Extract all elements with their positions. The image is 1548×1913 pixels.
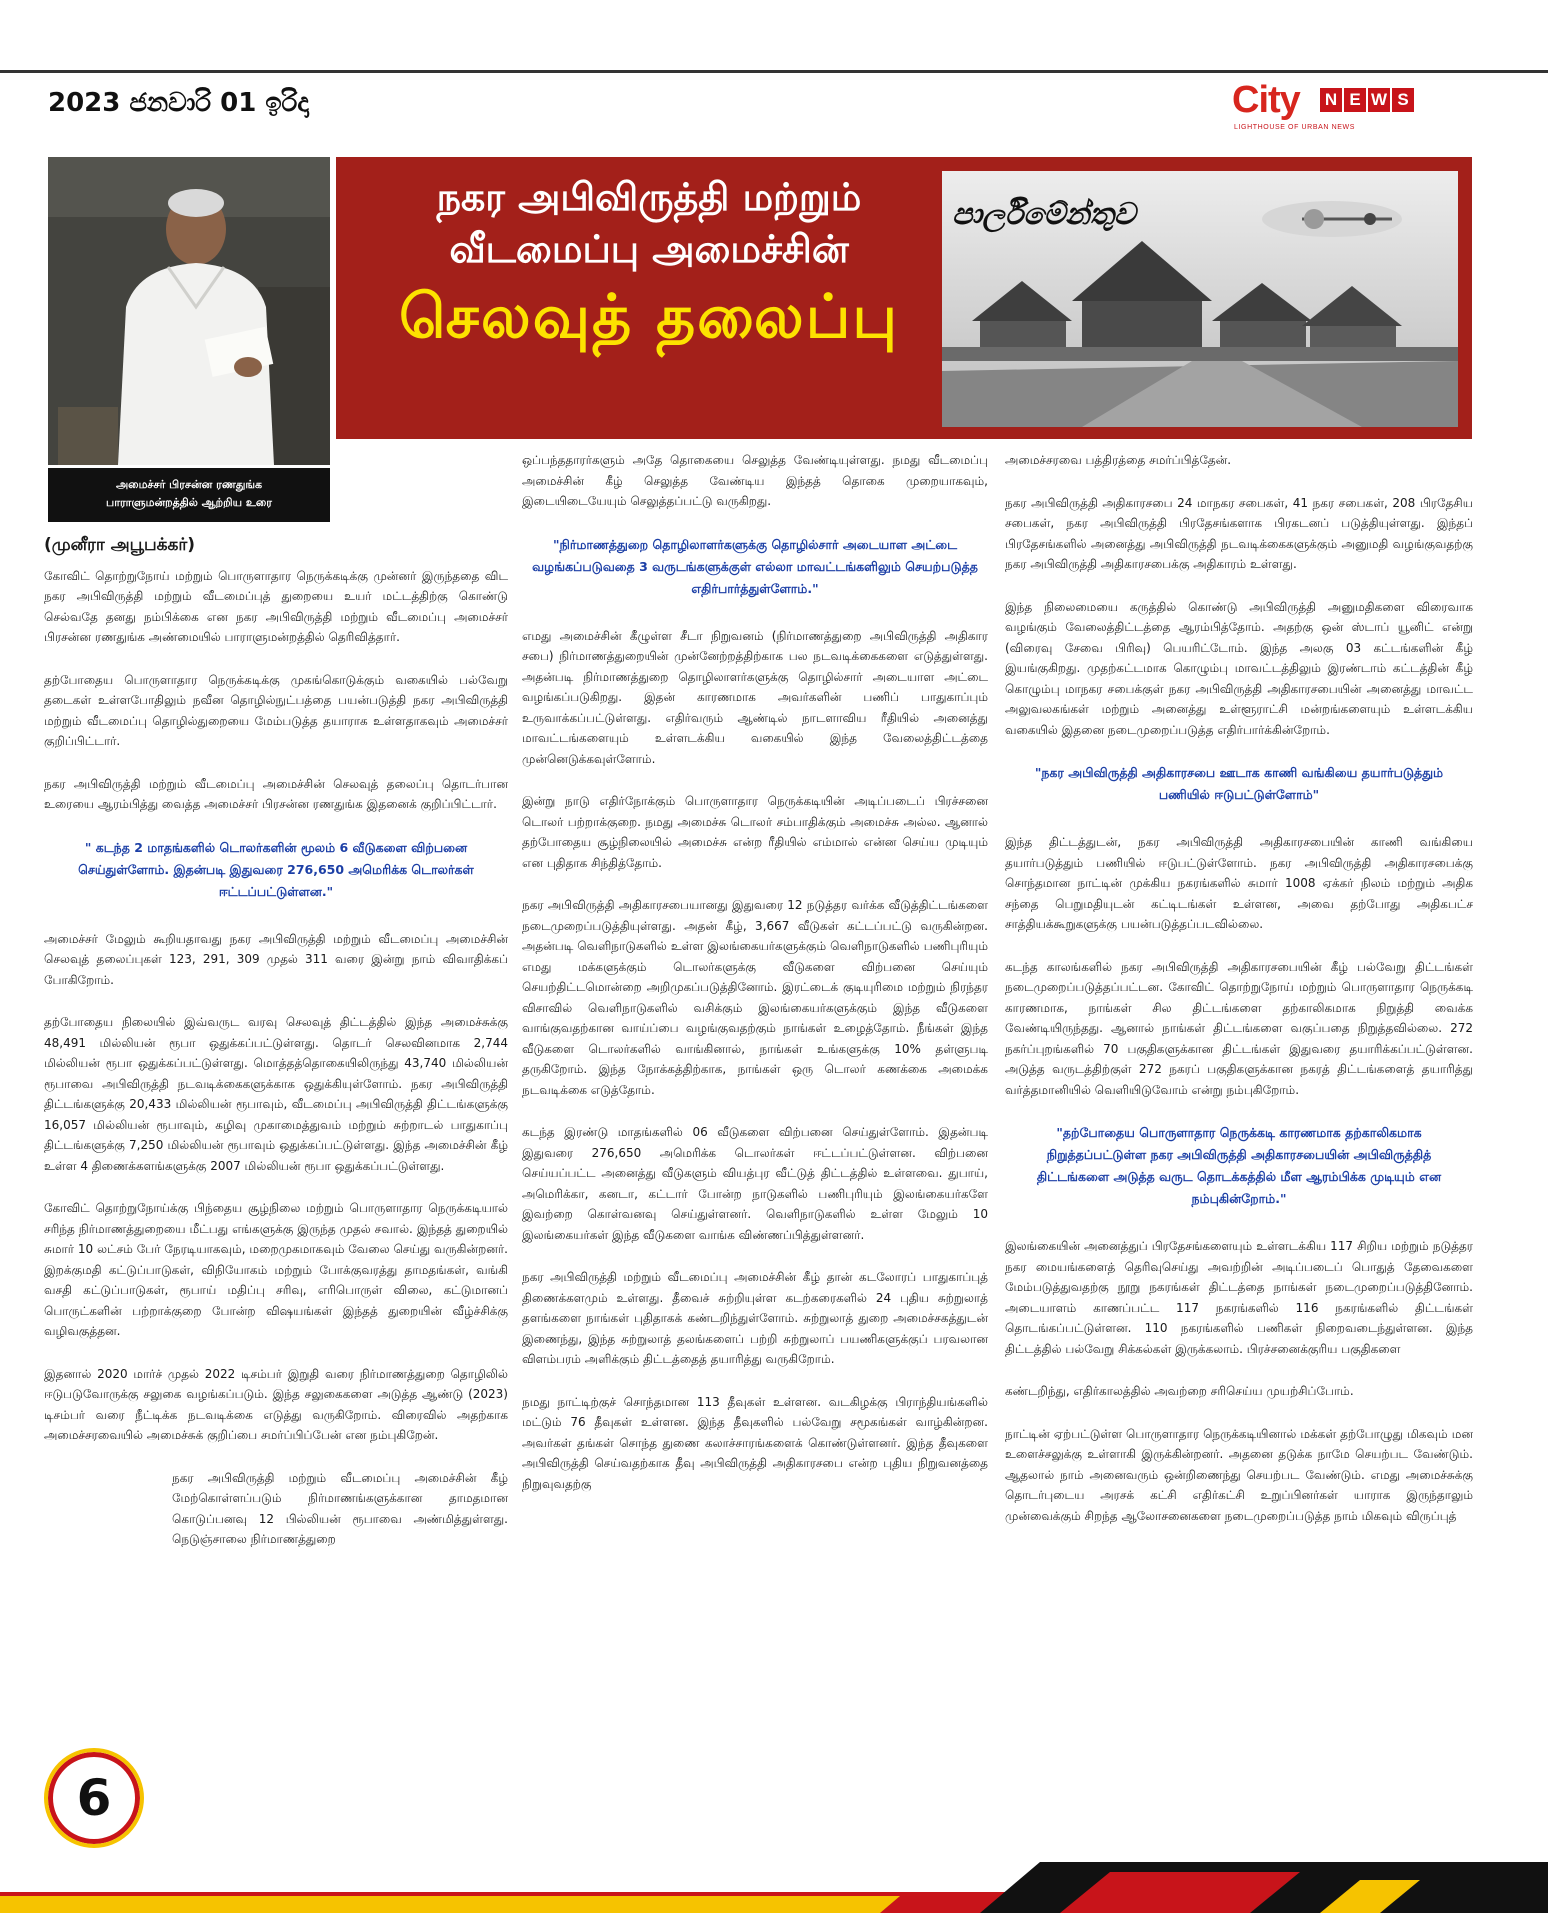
paragraph: இந்த திட்டத்துடன், நகர அபிவிருத்தி அதிகாரசபையின் காணி வங்கியை தயார்படுத்தும் பணியில் ஈடுபட்டுள்ளோம். நகர அபிவிருத்தி அதிகாரசபைக்கு சொந்தமான நாட்டின் முக்கிய நகரங்களில் சுமார் 1008 ஏக்கர் நிலம் மற்றும் அதிக சந்தை பெறுமதியுடன் கட்டிடங்கள் உள்ளன, அவை தற்போது அதிகபட்ச சாத்தியக்கூறுகளுக்கு பயன்படுத்தப்படவில்லை.	[1005, 835, 1473, 931]
paragraph: நகர அபிவிருத்தி அதிகாரசபையானது இதுவரை 12 நடுத்தர வர்க்க வீடுத்திட்டங்களை நடைமுறைப்படுத்தியுள்ளது. அதன் கீழ், 3,667 வீடுகள் கட்டப்பட்டு வருகின்றன. அதன்படி வெளிநாடுகளில் உள்ள இலங்கையர்களுக்கும் வெளிநாடுகளில் பணிபுரியும் எமது மக்களுக்கும் டொலர்களுக்கு வீடுகளை விற்பனை செய்யும் செயற்திட்டமொன்றை அறிமுகப்படுத்தினோம். இரட்டைக் குடியுரிமை மற்றும் நிரந்தர விசாவில் வெளிநாடுகளில் வசிக்கும் இலங்கையர்களுக்கும் இந்த வீடுகளை வாங்குவதற்கான வாய்ப்பை வழங்குவதற்கும் நாங்கள் உழைத்தோம். நீங்கள் இந்த வீடுகளை டொலர்களில் வாங்கினால், நாங்கள் உங்களுக்கு 10% தள்ளுபடி தருகிறோம். இந்த நோக்கத்திற்காக, நாங்கள் ஒரு டொலர் கணக்கை அமைக்க நடவடிக்கை எடுத்தோம்.	[522, 898, 988, 1097]
photo-caption	[48, 468, 330, 522]
article-column-2	[522, 450, 988, 1516]
pull-quote: " கடந்த 2 மாதங்களில் டொலர்களின் மூலம் 6 வீடுகளை விற்பனை செய்துள்ளோம். இதன்படி இதுவரை 276,650 அமெரிக்க டொலர்கள் ஈட்டப்பட்டுள்ளன."	[78, 839, 474, 899]
article-column-3	[1005, 450, 1473, 1548]
page-number: 6	[76, 1769, 112, 1827]
logo-letter: W	[1368, 88, 1390, 112]
logo-letter: E	[1344, 88, 1366, 112]
headline-banner	[336, 157, 1472, 439]
headline-line: வீடமைப்பு அமைச்சின்	[449, 227, 849, 271]
paragraph: தற்போதைய பொருளாதார நெருக்கடிக்கு முகங்கொடுக்கும் வகையில் பல்வேறு தடைகள் உள்ளபோதிலும் நவீன தொழில்நுட்பத்தை பயன்படுத்தி நகர அபிவிருத்தி மற்றும் வீடமைப்பு தொழில்துறையை மேம்படுத்த தயாராக உள்ளதாகவும் அமைச்சர் குறிப்பிட்டார்.	[44, 672, 508, 748]
logo-city-word: City	[1232, 79, 1300, 121]
paragraph: நகர அபிவிருத்தி மற்றும் வீடமைப்பு அமைச்சின் செலவுத் தலைப்பு தொடர்பான உரையை ஆரம்பித்து வைத்த அமைச்சர் பிரசன்ன ரணதுங்க இதனைக் குறிப்பிட்டார்.	[44, 776, 508, 811]
pull-quote: "நகர அபிவிருத்தி அதிகாரசபை ஊடாக காணி வங்கியை தயார்படுத்தும் பணியில் ஈடுபட்டுள்ளோம்"	[1034, 765, 1444, 802]
minister-photo	[48, 157, 330, 465]
paragraph: தற்போதைய நிலையில் இவ்வருட வரவு செலவுத் திட்டத்தில் இந்த அமைச்சுக்கு 48,491 மில்லியன் ரூபா ஒதுக்கப்பட்டுள்ளது. தொடர் செலவினமாக 2,744 மில்லியன் ரூபா ஒதுக்கப்பட்டுள்ளது. மொத்தத்தொகையிலிருந்து 43,740 மில்லியன் ரூபாவை அபிவிருத்தி நடவடிக்கைகளுக்காக ஒதுக்கியுள்ளோம். நகர அபிவிருத்தி திட்டங்களுக்கு 20,433 மில்லியன் ரூபாவும், வீடமைப்பு அபிவிருத்தி திட்டங்களுக்கு 16,057 மில்லியன் ரூபாவும், கழிவு முகாமைத்துவம் மற்றும் சுற்றாடல் பாதுகாப்பு திட்டங்களுக்கு 7,250 மில்லியன் ரூபாவும் ஒதுக்கப்பட்டுள்ளது. இந்த அமைச்சின் கீழ் உள்ள 4 திணைக்களங்களுக்கு 2007 மில்லியன் ரூபா ஒதுக்கப்பட்டுள்ளது.	[44, 1015, 508, 1173]
paragraph: கடந்த இரண்டு மாதங்களில் 06 வீடுகளை விற்பனை செய்துள்ளோம். இதன்படி இதுவரை 276,650 அமெரிக்க டொலர்கள் ஈட்டப்பட்டுள்ளன. விற்பனை செய்யப்பட்ட அனைத்து வீடுகளும் வியத்புர வீட்டுத் திட்டத்தில் உள்ளவை. துபாய், அமெரிக்கா, கனடா, கட்டார் போன்ற நாடுகளில் பணிபுரியும் இலங்கையர்களே இவற்றை கொள்வனவு செய்துள்ளனர். வெளிநாடுகளில் உள்ள மேலும் 10 இலங்கையர்கள் இந்த வீடுகளை வாங்க விண்ணப்பித்துள்ளனர்.	[522, 1125, 988, 1242]
paragraph: நகர அபிவிருத்தி அதிகாரசபை 24 மாநகர சபைகள், 41 நகர சபைகள், 208 பிரதேசிய சபைகள், நகர அபிவிருத்தி பிரதேசங்களாக பிரகடனப் படுத்தியுள்ளது. இந்தப் பிரதேசங்களில் அனைத்து அபிவிருத்தி நடவடிக்கைகளுக்கும் அனுமதி வழங்குவதற்கு நகர அபிவிருத்தி அதிகாரசபைக்கு அதிகாரம் உள்ளது.	[1005, 495, 1473, 571]
paragraph: இலங்கையின் அனைத்துப் பிரதேசங்களையும் உள்ளடக்கிய 117 சிறிய மற்றும் நடுத்தர நகர மையங்களைத் தெரிவுசெய்து அவற்றின் அடிப்படைப் பொதுத் தேவைகளை மேம்படுத்துவதற்கு நூறு நகரங்கள் திட்டத்தை நாங்கள் நடைமுறைப்படுத்தினோம். அடையாளம் காணப்பட்ட 117 நகரங்களில் 116 நகரங்களில் திட்டங்கள் தொடங்கப்பட்டுள்ளன. 110 நகரங்களில் பணிகள் நிறைவடைந்துள்ளன. இந்த திட்டத்தில் பல்வேறு சிக்கல்கள் இருக்கலாம். பிரச்சனைக்குரிய பகுதிகளை	[1005, 1239, 1473, 1356]
pull-quote: "நிர்மாணத்துறை தொழிலாளர்களுக்கு தொழில்சார் அடையாள அட்டை வழங்கப்படுவதை 3 வருடங்களுக்குள் எல்லா மாவட்டங்களிலும் செயற்படுத்த எதிர்பார்த்துள்ளோம்."	[532, 536, 978, 596]
paragraph: கண்டறிந்து, எதிர்காலத்தில் அவற்றை சரிசெய்ய முயற்சிப்போம்.	[1005, 1384, 1354, 1398]
headline-line: நகர அபிவிருத்தி மற்றும்	[436, 175, 862, 219]
paragraph: கோவிட் தொற்றுநோய்க்கு பிந்தைய சூழ்நிலை மற்றும் பொருளாதார நெருக்கடியால் சரிந்த நிர்மாணத்துறையை மீட்பது எங்களுக்கு இருந்த முதல் சவால். இந்தத் துறையில் சுமார் 10 லட்சம் பேர் நேரடியாகவும், மறைமுகமாகவும் வேலை செய்து வருகின்றனர். இறக்குமதி கட்டுப்பாடுகள், விநியோகம் மற்றும் போக்குவரத்து தாமதங்கள், வங்கி வசதி கட்டுப்பாடுகள், ரூபாய் மதிப்பு சரிவு, எரிபொருள் விலை, கட்டுமானப் பொருட்களின் பற்றாக்குறை போன்ற விஷயங்கள் இந்தத் துறையின் வீழ்ச்சிக்கு வழிவகுத்தன.	[44, 1201, 508, 1338]
byline: (முனீரா அபூபக்கர்)	[44, 535, 196, 555]
paragraph: ஒப்பந்ததாரர்களும் அதே தொகையை செலுத்த வேண்டியுள்ளது. நமது வீடமைப்பு அமைச்சின் கீழ் செலுத்த வேண்டிய இந்தத் தொகை முறையாகவும், இடையிடையேயும் செலுத்தப்பட்டு வருகிறது.	[522, 453, 988, 508]
logo-letter: S	[1392, 88, 1414, 112]
paragraph: அமைச்சரவை பத்திரத்தை சமர்ப்பித்தேன்.	[1005, 453, 1232, 467]
paragraph: இன்று நாடு எதிர்நோக்கும் பொருளாதார நெருக்கடியின் அடிப்படைப் பிரச்சனை டொலர் பற்றாக்குறை. நமது அமைச்சு டொலர் சம்பாதிக்கும் அமைச்சு அல்ல. ஆனால் தற்போதைய சூழ்நிலையில் அமைச்சு என்ற ரீதியில் எம்மால் என்ன செய்ய முடியும் என புதிதாக சிந்தித்தோம்.	[522, 794, 988, 870]
paragraph: கடந்த காலங்களில் நகர அபிவிருத்தி அதிகாரசபையின் கீழ் பல்வேறு திட்டங்கள் நடைமுறைப்படுத்தப்பட்டன. கோவிட் தொற்றுநோய் மற்றும் பொருளாதார நெருக்கடி காரணமாக, நாங்கள் சில திட்டங்களை தற்காலிகமாக நிறுத்தி வைக்க வேண்டியிருந்தது. ஆனால் நாங்கள் திட்டங்களை வகுப்பதை நிறுத்தவில்லை. 272 நகர்ப்புறங்களில் 70 பகுதிகளுக்கான திட்டங்கள் இதுவரை தயாரிக்கப்பட்டுள்ளன. அடுத்த வருடத்திற்குள் 272 நகரப் பகுதிகளுக்கான நகரத் திட்டங்களைத் தயாரித்து வர்த்தமானியில் வெளியிடுவோம் என்று நம்புகிறோம்.	[1005, 959, 1473, 1097]
minister-figure-icon	[48, 157, 330, 465]
page-number-badge	[44, 1748, 144, 1848]
footer-stripe	[0, 1862, 1548, 1913]
photo-caption-line: அமைச்சர் பிரசன்ன ரணதுங்க	[115, 478, 263, 491]
paragraph: நாட்டின் ஏற்பட்டுள்ள பொருளாதார நெருக்கடியினால் மக்கள் தற்போழுது மிகவும் மன உளைச்சலுக்கு உள்ளாகி இருக்கின்றனர். அதனை தடுக்க நாமே செயற்பட வேண்டும். ஆதலால் நாம் அனைவரும் ஒன்றிணைந்து செயற்பட வேண்டும். எமது அமைச்சுக்கு தொடர்புடைய அரசக் கட்சி எதிர்கட்சி உறுப்பினர்கள் யாராக இருந்தாலும் முன்வைக்கும் சிறந்த ஆலோசனைகளை நடைமுறைப்படுத்த நாம் மிகவும் விருப்புத்	[1005, 1426, 1473, 1523]
headline	[354, 171, 944, 359]
paragraph: நகர அபிவிருத்தி மற்றும் வீடமைப்பு அமைச்சின் கீழ் தான் கடலோரப் பாதுகாப்புத் திணைக்களமும் உள்ளது. தீவைச் சுற்றியுள்ள கடற்கரைகளில் 24 புதிய சுற்றுலாத் தளங்களை நாங்கள் புதிதாகக் கண்டறிந்துள்ளோம். சுற்றுலாத் துறை அமைச்சகத்துடன் இணைந்து, இந்த சுற்றுலாத் தலங்களைப் பற்றி சுற்றுலாப் பயணிகளுக்குப் பரவலான விளம்பரம் அளிக்கும் திட்டத்தைத் தயாரித்து வருகிறோம்.	[522, 1270, 988, 1366]
parliament-label: පාර්ලිමේන්තුව	[952, 197, 1136, 232]
logo-news-letters	[1320, 88, 1414, 112]
logo-tagline: LIGHTHOUSE OF URBAN NEWS	[1234, 124, 1355, 131]
top-rule	[0, 70, 1548, 73]
headline-highlight: செலவுத் தலைப்பு	[398, 282, 900, 352]
logo-letter: N	[1320, 88, 1342, 112]
city-news-logo	[1232, 80, 1442, 134]
paragraph: கோவிட் தொற்றுநோய் மற்றும் பொருளாதார நெருக்கடிக்கு முன்னர் இருந்ததை விட நகர அபிவிருத்தி மற்றும் வீடமைப்புத் துறையை உயர் மட்டத்திற்கு கொண்டு செல்வதே தனது நம்பிக்கை என நகர அபிவிருத்தி மற்றும் வீடமைப்பு அமைச்சர் பிரசன்ன ரணதுங்க அண்மையில் பாராளுமன்றத்தில் தெரிவித்தார்.	[44, 568, 508, 644]
dateline: 2023 ජනවාරි 01 ඉරිදා	[48, 88, 309, 118]
article-column-1	[44, 535, 508, 1572]
photo-caption-line: பாராளுமன்றத்தில் ஆற்றிய உரை	[106, 496, 272, 509]
parliament-photo	[942, 171, 1458, 427]
pull-quote: "தற்போதைய பொருளாதார நெருக்கடி காரணமாக தற்காலிகமாக நிறுத்தப்பட்டுள்ள நகர அபிவிருத்தி அதிகாரசபையின் அபிவிருத்தித் திட்டங்களை அடுத்த வருட தொடக்கத்தில் மீள ஆரம்பிக்க முடியும் என நம்புகின்றோம்."	[1036, 1125, 1442, 1206]
paragraph: எமது அமைச்சின் கீழுள்ள சீடா நிறுவனம் (நிர்மாணத்துறை அபிவிருத்தி அதிகார சபை) நிர்மாணத்துறையின் முன்னேற்றத்திற்காக பல நடவடிக்கைகளை எடுத்துள்ளது. அதன்படி நிர்மாணத்துறை தொழிலாளர்களுக்கு தொழில்சார் அடையாள அட்டை வழங்கப்படுகிறது. இதன் காரணமாக அவர்களின் பணிப் பாதுகாப்பும் உருவாக்கப்பட்டுள்ளது. எதிர்வரும் ஆண்டில் நாடளாவிய ரீதியில் அனைத்து மாவட்டங்களையும் உள்ளடக்கிய வகையில் இந்த வேலைத்திட்டத்தை முன்னெடுக்கவுள்ளோம்.	[522, 628, 988, 766]
paragraph: அமைச்சர் மேலும் கூறியதாவது நகர அபிவிருத்தி மற்றும் வீடமைப்பு அமைச்சின் செலவுத் தலைப்புகள் 123, 291, 309 முதல் 311 வரை இன்று நாம் விவாதிக்கப் போகிறோம்.	[44, 931, 508, 987]
footer-stripe-graphic	[0, 1862, 1548, 1913]
paragraph: இந்த நிலைமையை கருத்தில் கொண்டு அபிவிருத்தி அனுமதிகளை விரைவாக வழங்கும் வேலைத்திட்டத்தை ஆரம்பித்தோம். அதற்கு ஒன் ஸ்டாப் யூனிட் என்று (விரைவு சேவை பிரிவு) பெயரிட்டோம். இந்த அலகு 03 கட்டங்களின் கீழ் இயங்குகிறது. முதற்கட்டமாக கொழும்பு மாவட்டத்திலும் இரண்டாம் கட்டத்தின் கீழ் கொழும்பு மாநகர சபைக்குள் நகர அபிவிருத்தி அதிகாரசபையின் அனைத்து மாவட்ட அலுவலகங்கள் மற்றும் அனைத்து உள்ளூராட்சி மன்றங்களையும் உள்ளடக்கிய வகையில் இதனை நடைமுறைப்படுத்த எதிர்பார்க்கின்றோம்.	[1005, 599, 1473, 737]
paragraph: நமது நாட்டிற்குச் சொந்தமான 113 தீவுகள் உள்ளன. வடகிழக்கு பிராந்தியங்களில் மட்டும் 76 தீவுகள் உள்ளன. இந்த தீவுகளில் பல்வேறு சமூகங்கள் வாழ்கின்றன. அவர்கள் தங்கள் சொந்த துணை கலாச்சாரங்களைக் கொண்டுள்ளனர். இந்த தீவுகளை அபிவிருத்தி செய்வதற்காக தீவு அபிவிருத்தி அதிகாரசபை என்ற புதிய நிறுவனத்தை நிறுவுவதற்கு	[522, 1394, 988, 1491]
paragraph: இதனால் 2020 மார்ச் முதல் 2022 டிசம்பர் இறுதி வரை நிர்மாணத்துறை தொழிலில் ஈடுபடுவோருக்கு சலுகை வழங்கப்படும். இந்த சலுகைகளை அடுத்த ஆண்டு (2023) டிசம்பர் வரை நீட்டிக்க நடவடிக்கை எடுத்து வருகிறோம். விரைவில் அதற்காக அமைச்சரவையில் அமைச்சுக் குறிப்பை சமர்ப்பிப்பேன் என நம்புகிறேன்.	[44, 1366, 508, 1442]
paragraph: நகர அபிவிருத்தி மற்றும் வீடமைப்பு அமைச்சின் கீழ் மேற்கொள்ளப்படும் நிர்மாணங்களுக்கான தாமதமான கொடுப்பனவு 12 பில்லியன் ரூபாவை அண்மித்துள்ளது. நெடுஞ்சாலை நிர்மாணத்துறை	[172, 1470, 508, 1546]
